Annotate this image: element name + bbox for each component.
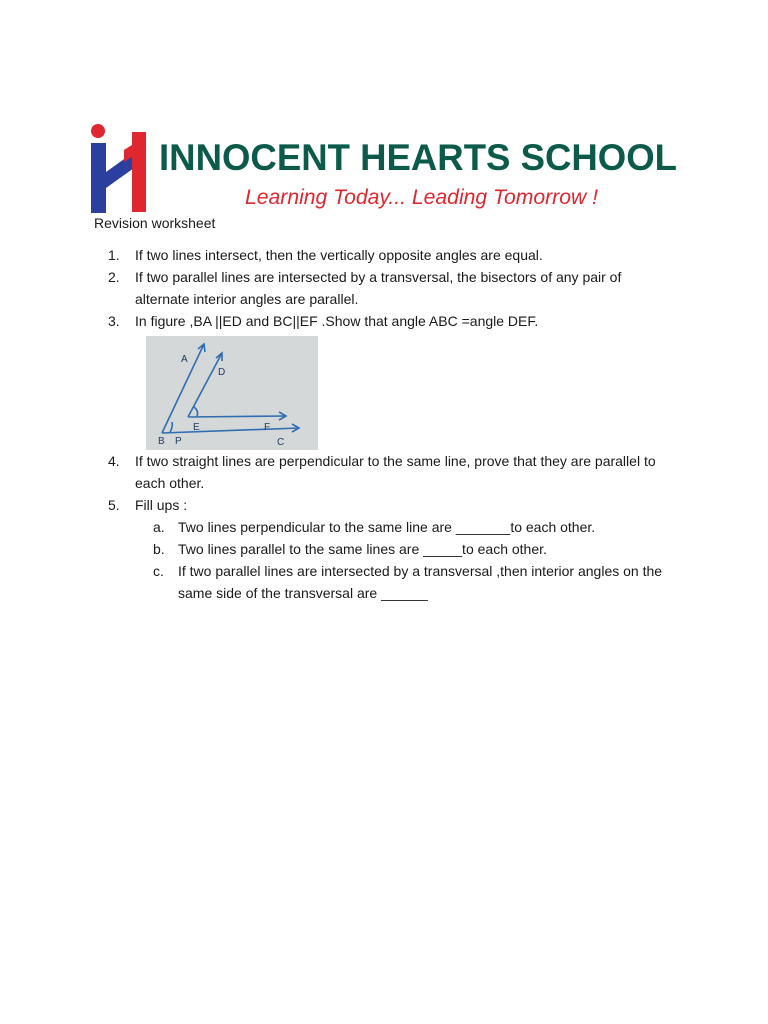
worksheet-subtitle: Revision worksheet: [94, 215, 216, 231]
question-number: 2.: [108, 269, 120, 285]
question-item-5: [108, 494, 678, 516]
fill-up-letter: c.: [153, 563, 164, 579]
question-item-4: [108, 450, 678, 494]
fill-up-item-c: [153, 560, 678, 604]
fill-up-letter: a.: [153, 519, 165, 535]
ray-ed: [188, 353, 222, 417]
question-item-2: [108, 266, 678, 310]
question-number: 1.: [108, 247, 120, 263]
label-d: D: [218, 367, 226, 378]
fill-up-text: Two lines perpendicular to the same line are _______to each other.: [178, 519, 596, 535]
fill-up-text: Two lines parallel to the same lines are _____to each other.: [178, 541, 547, 557]
ray-ef: [188, 416, 286, 417]
school-logo-banner: [88, 122, 688, 214]
ray-bc: [162, 428, 299, 433]
question-item-3: [108, 310, 678, 332]
fill-up-text: If two parallel lines are intersected by a transversal ,then interior angles on the same side of the transversal are ______: [178, 563, 663, 601]
logo-left-bar: [91, 143, 106, 213]
parallel-lines-figure: [146, 336, 318, 450]
school-logo-icon: [91, 124, 146, 213]
label-f: F: [264, 422, 271, 433]
label-c: C: [277, 437, 285, 448]
angle-arc-e: [194, 407, 198, 416]
label-a: A: [181, 354, 188, 365]
question-number: 3.: [108, 313, 120, 329]
question-text: If two straight lines are perpendicular to the same line, prove that they are parallel to each other.: [135, 453, 656, 491]
question-text: If two parallel lines are intersected by a transversal, the bisectors of any pair of alternate interior angles are parallel.: [135, 269, 622, 307]
logo-dot: [91, 124, 105, 138]
question-text: Fill ups :: [135, 497, 188, 513]
question-number: 5.: [108, 497, 120, 513]
question-item-1: [108, 244, 678, 266]
angle-arc-b: [170, 422, 172, 432]
label-e: E: [193, 422, 200, 433]
label-p: P: [175, 436, 182, 447]
question-text: In figure ,BA ||ED and BC||EF .Show that angle ABC =angle DEF.: [135, 313, 539, 329]
question-text: If two lines intersect, then the vertically opposite angles are equal.: [135, 247, 543, 263]
school-name: INNOCENT HEARTS SCHOOL: [159, 137, 677, 178]
fill-up-letter: b.: [153, 541, 165, 557]
label-b: B: [158, 436, 165, 447]
question-number: 4.: [108, 453, 120, 469]
school-tagline: Learning Today... Leading Tomorrow !: [245, 186, 599, 209]
question-list: [108, 244, 678, 604]
fill-up-item-a: [153, 516, 678, 538]
fill-up-item-b: [153, 538, 678, 560]
